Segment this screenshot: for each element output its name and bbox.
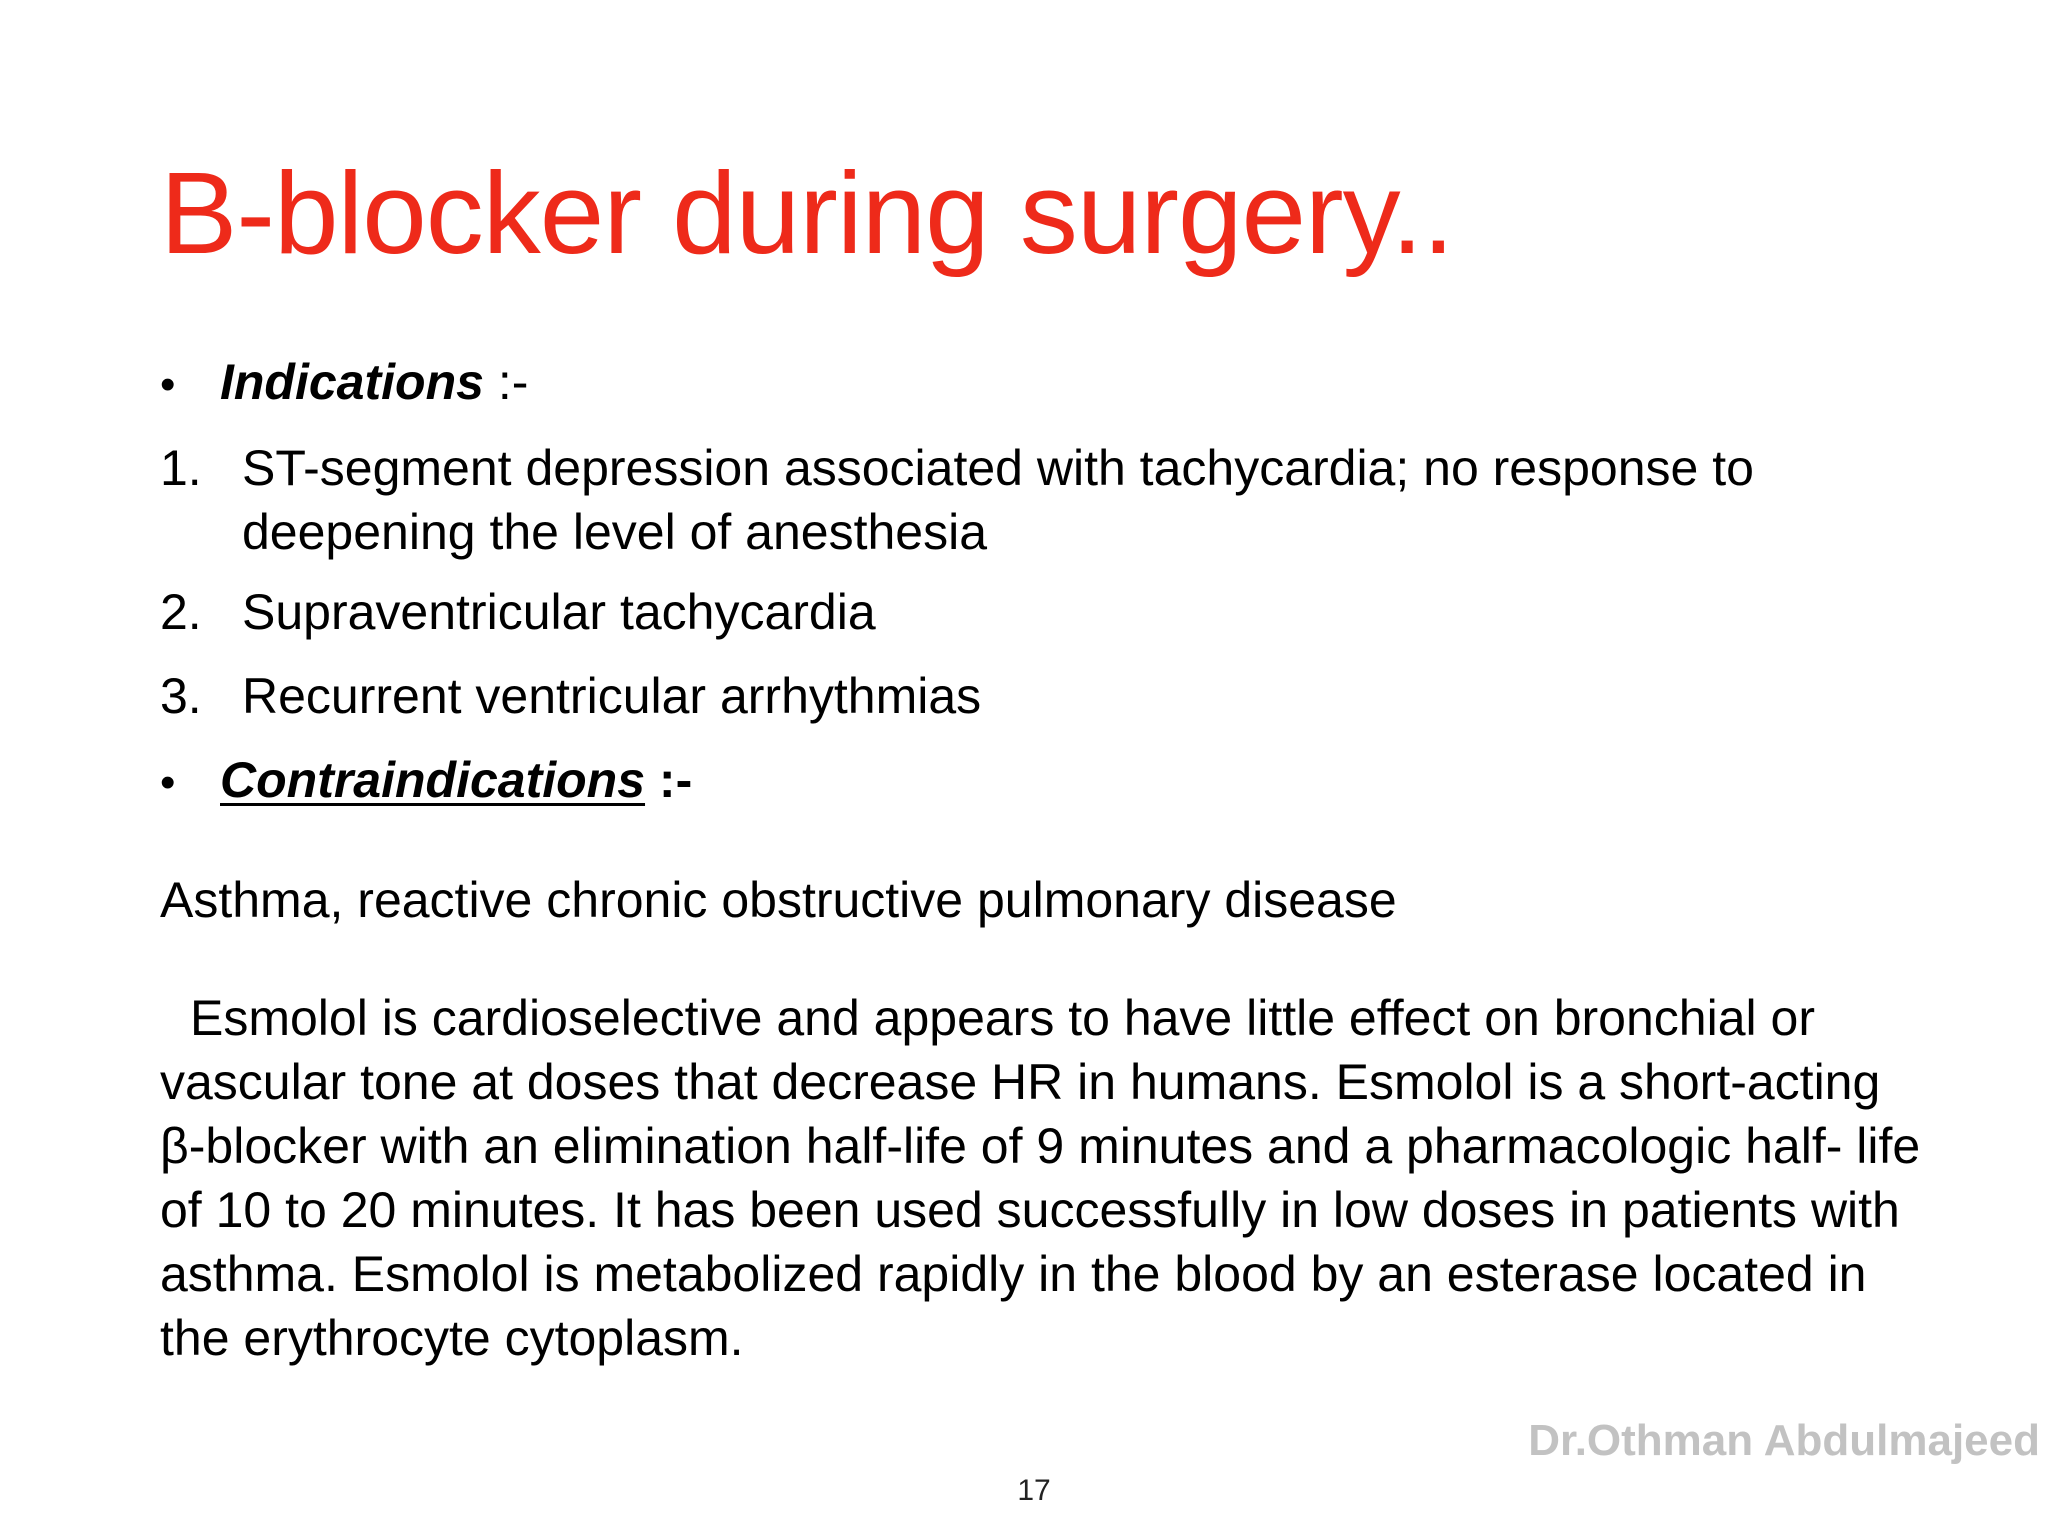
item-text: Recurrent ventricular arrhythmias xyxy=(242,668,982,724)
esmolol-paragraph: Esmolol is cardioselective and appears to have little effect on bronchial or vascular tone at doses that decrease HR in humans. Esmolol is a short-acting β-blocker with an elimination half-life of 9 minutes and a pharmacologic half- life of 10 to 20 minutes. It has been used successfully in low doses in patients with asthma. Esmolol is metabolized rapidly in the blood by an esterase located in the erythrocyte cytoplasm. xyxy=(160,990,1921,1366)
slide-title: B-blocker during surgery.. xyxy=(160,148,1454,278)
item-number: 1. xyxy=(160,440,202,496)
bullet-icon: • xyxy=(160,758,176,807)
indication-item-2 xyxy=(160,580,1920,644)
page-number: 17 xyxy=(1017,1474,1051,1507)
item-number: 3. xyxy=(160,668,202,724)
contraindications-label: Contraindications xyxy=(220,752,646,808)
indication-item-3 xyxy=(160,664,1920,728)
indications-label: Indications xyxy=(220,354,484,410)
indications-suffix: :- xyxy=(483,354,529,410)
indication-item-1 xyxy=(160,436,1920,564)
contraindications-heading xyxy=(160,748,692,815)
contraindications-suffix: :- xyxy=(645,752,693,808)
item-number: 2. xyxy=(160,584,202,640)
author-watermark: Dr.Othman Abdulmajeed xyxy=(1528,1416,2040,1465)
bullet-icon: • xyxy=(160,360,176,409)
item-text: Supraventricular tachycardia xyxy=(242,584,876,640)
indications-heading xyxy=(160,350,528,417)
contraindications-text: Asthma, reactive chronic obstructive pulmonary disease xyxy=(160,872,1397,928)
item-text: ST-segment depression associated with tachycardia; no response to deepening the level of anesthesia xyxy=(242,440,1754,560)
